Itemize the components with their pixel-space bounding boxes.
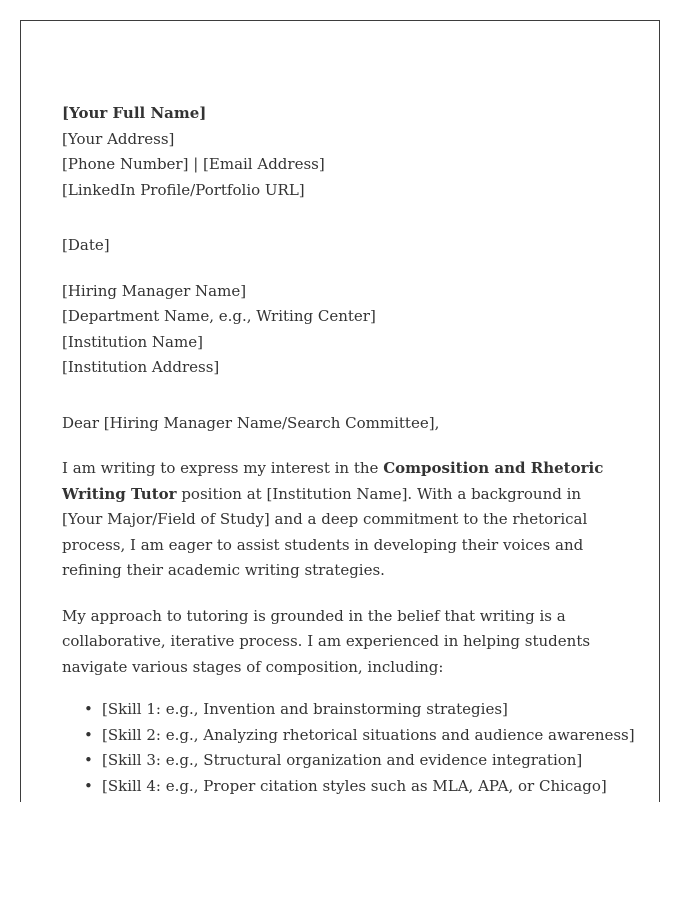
sender-block: [62, 101, 622, 203]
sender-name: [Your Full Name]: [62, 104, 207, 122]
paragraph-approach-text: My approach to tutoring is grounded in the belief that writing is a collaborative, iterative process. I am experienced in helping students navigate various stages of composition, including:: [62, 606, 591, 676]
skill-text: [Skill 3: e.g., Structural organization and evidence integration]: [102, 751, 583, 769]
list-item: [84, 723, 635, 749]
letter-content: [62, 101, 635, 799]
paragraph-intro-text: [62, 456, 622, 584]
recipient-address: [Institution Address]: [62, 358, 220, 376]
paragraph-intro: [62, 456, 622, 584]
bullet-icon: •: [84, 725, 93, 744]
letter-date: [Date]: [62, 236, 110, 254]
skill-text: [Skill 4: e.g., Proper citation styles such as MLA, APA, or Chicago]: [102, 776, 607, 795]
list-item: [84, 748, 622, 774]
list-item: [84, 774, 622, 800]
skill-text: [Skill 2: e.g., Analyzing rhetorical situations and audience awareness]: [102, 725, 635, 744]
bullet-icon: •: [84, 751, 93, 769]
letter-page: [20, 20, 660, 802]
date-block: [62, 233, 622, 259]
recipient-name: [Hiring Manager Name]: [62, 281, 247, 300]
sender-address: [Your Address]: [62, 129, 175, 148]
list-item: [84, 697, 622, 723]
paragraph-intro-lead: I am writing to express my interest in the: [62, 459, 384, 477]
position-title: Composition and Rhetoric Writing Tutor: [62, 459, 604, 503]
sender-profile: [LinkedIn Profile/Portfolio URL]: [62, 180, 305, 199]
paragraph-approach: [62, 604, 622, 681]
paragraph-intro-rest: position at [Institution Name]. With a background in [Your Major/Field of Study] and a deep commitment to the rhetorical process, I am eager to assist students in developing their voices and refining their academic writing strategies.: [62, 484, 588, 579]
bullet-icon: •: [84, 776, 93, 795]
recipient-institution: [Institution Name]: [62, 332, 203, 351]
skill-text: [Skill 1: e.g., Invention and brainstorming strategies]: [102, 700, 508, 718]
bullet-icon: •: [84, 700, 93, 718]
salutation-block: [62, 411, 622, 437]
skills-list: [62, 697, 635, 799]
recipient-department: [Department Name, e.g., Writing Center]: [62, 307, 376, 325]
recipient-block: [62, 279, 622, 381]
salutation: Dear [Hiring Manager Name/Search Committee],: [62, 413, 440, 432]
sender-contact: [Phone Number] | [Email Address]: [62, 155, 325, 173]
